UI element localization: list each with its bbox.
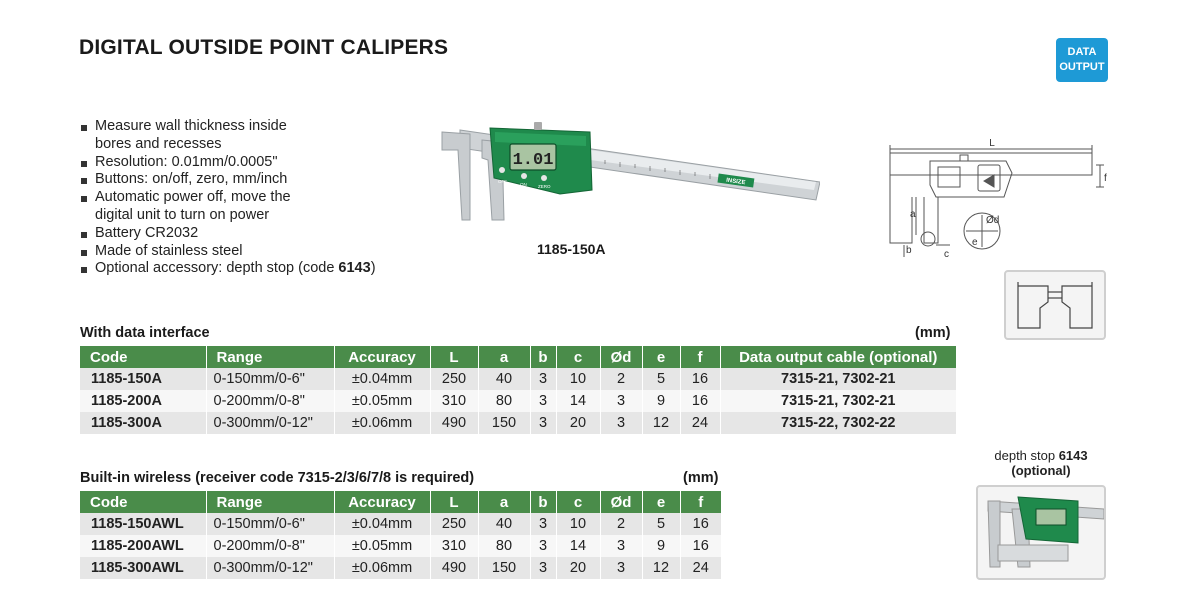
svg-text:b: b [906, 245, 912, 256]
table-row: 1185-150A 0-150mm/0-6" ±0.04mm 250 40 3 10 2 5 16 7315-21, 7302-21 [80, 368, 956, 390]
svg-text:a: a [910, 209, 916, 220]
data-output-badge: DATA OUTPUT [1056, 38, 1108, 82]
column-header: b [530, 346, 556, 368]
feature-item: Made of stainless steel [80, 243, 420, 261]
column-header: Range [206, 346, 334, 368]
depth-stop-photo [976, 485, 1106, 580]
column-header: Ød [600, 491, 642, 513]
table-row: 1185-300AWL 0-300mm/0-12" ±0.06mm 490 150 3 20 3 12 24 [80, 557, 721, 579]
column-header: Code [80, 491, 206, 513]
svg-text:ON: ON [520, 182, 527, 187]
column-header: a [478, 346, 530, 368]
svg-text:c: c [944, 249, 949, 260]
table-data-interface [80, 346, 956, 434]
column-header: f [680, 491, 721, 513]
svg-text:L: L [989, 138, 995, 149]
svg-text:INSIZE: INSIZE [725, 177, 746, 187]
jaw-tip-detail-image [1004, 270, 1106, 340]
svg-text:ZERO: ZERO [538, 184, 551, 189]
feature-item-accessory: Optional accessory: depth stop (code 6143) [80, 260, 420, 278]
column-header: L [430, 491, 478, 513]
column-header: Range [206, 491, 334, 513]
feature-item: bores and recesses [95, 135, 222, 152]
table-row: 1185-200AWL 0-200mm/0-8" ±0.05mm 310 80 3 14 3 9 16 [80, 535, 721, 557]
svg-text:f: f [1104, 173, 1107, 184]
column-header: b [530, 491, 556, 513]
table2-heading: Built-in wireless (receiver code 7315-2/3/6/7/8 is required) [80, 470, 475, 486]
table1-unit: (mm) [915, 325, 951, 341]
table-built-in-wireless [80, 491, 721, 579]
column-header: L [430, 346, 478, 368]
feature-item: Resolution: 0.01mm/0.0005" [80, 154, 420, 172]
caliper-product-image [440, 120, 820, 230]
column-header: Accuracy [334, 346, 430, 368]
feature-item: Automatic power off, move the [80, 189, 420, 207]
svg-text:OFF: OFF [498, 179, 507, 184]
column-header: Code [80, 346, 206, 368]
depth-stop-caption: depth stop 6143 (optional) [994, 448, 1088, 478]
svg-text:1.01: 1.01 [512, 151, 554, 170]
feature-item: Battery CR2032 [80, 225, 420, 243]
table1-heading: With data interface [80, 325, 210, 341]
column-header: Ød [600, 346, 642, 368]
column-header: c [556, 346, 600, 368]
svg-text:e: e [972, 237, 978, 248]
table-row: 1185-150AWL 0-150mm/0-6" ±0.04mm 250 40 3 10 2 5 16 [80, 513, 721, 535]
feature-item: Measure wall thickness inside [80, 118, 420, 136]
column-header: Accuracy [334, 491, 430, 513]
column-header: e [642, 491, 680, 513]
column-header: a [478, 491, 530, 513]
feature-item: digital unit to turn on power [95, 206, 270, 223]
caliper-dimension-diagram [882, 135, 1112, 265]
column-header: Data output cable (optional) [720, 346, 956, 368]
svg-text:Ød: Ød [986, 215, 1000, 226]
product-model-label: 1185-150A [537, 241, 606, 257]
column-header: e [642, 346, 680, 368]
column-header: c [556, 491, 600, 513]
table2-unit: (mm) [683, 470, 719, 486]
column-header: f [680, 346, 720, 368]
page-title: DIGITAL OUTSIDE POINT CALIPERS [79, 36, 449, 59]
feature-list [80, 118, 420, 278]
feature-item: Buttons: on/off, zero, mm/inch [80, 171, 420, 189]
table-row: 1185-200A 0-200mm/0-8" ±0.05mm 310 80 3 14 3 9 16 7315-21, 7302-21 [80, 390, 956, 412]
table-row: 1185-300A 0-300mm/0-12" ±0.06mm 490 150 3 20 3 12 24 7315-22, 7302-22 [80, 412, 956, 434]
